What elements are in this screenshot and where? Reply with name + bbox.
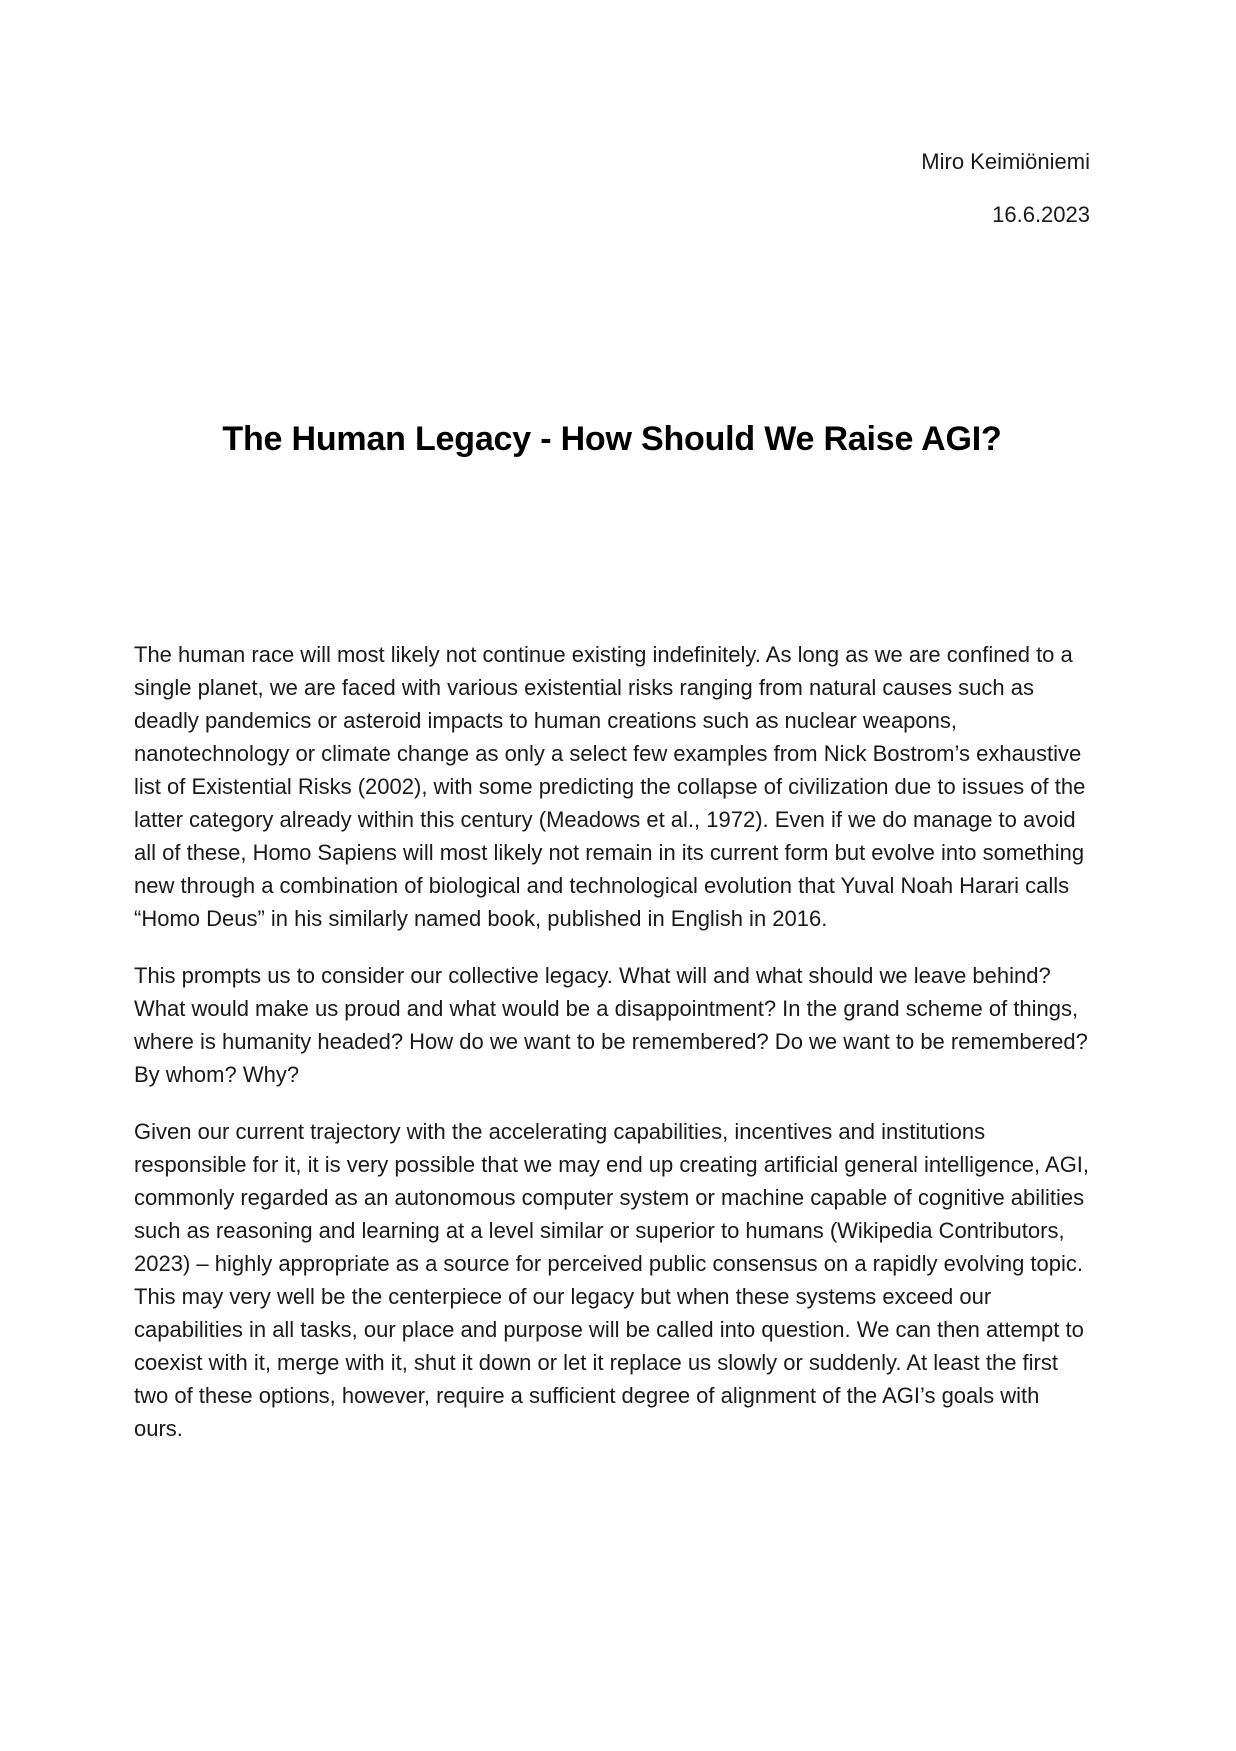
paragraph-agi-trajectory: Given our current trajectory with the accelerating capabilities, incentives and institutions responsible for it, it is very possible that we may end up creating artificial general intelligence, AGI, commonly regarded as an autonomous computer system or machine capable of cognitive abilities such as reasoning and learning at a level similar or superior to humans (Wikipedia Contributors, 2023) – highly appropriate as a source for perceived public consensus on a rapidly evolving topic. This may very well be the centerpiece of our legacy but when these systems exceed our capabilities in all tasks, our place and purpose will be called into question. We can then attempt to coexist with it, merge with it, shut it down or let it replace us slowly or suddenly. At least the first two of these options, however, require a sufficient degree of alignment of the AGI’s goals with ours.: [134, 1119, 1090, 1441]
author-name: Miro Keimiöniemi: [921, 149, 1090, 174]
document-date: 16.6.2023: [992, 202, 1090, 227]
document-header: [134, 145, 1090, 231]
paragraph-collective-legacy: This prompts us to consider our collective legacy. What will and what should we leave behind? What would make us proud and what would be a disappointment? In the grand scheme of things, where is humanity headed? How do we want to be remembered? Do we want to be remembered? By whom? Why?: [134, 963, 1088, 1087]
document-title: The Human Legacy - How Should We Raise AGI?: [222, 420, 1002, 458]
document-body: [134, 638, 1090, 1445]
paragraph-existential-risks: The human race will most likely not continue existing indefinitely. As long as we are confined to a single planet, we are faced with various existential risks ranging from natural causes such as deadly pandemics or asteroid impacts to human creations such as nuclear weapons, nanotechnology or climate change as only a select few examples from Nick Bostrom’s exhaustive list of Existential Risks (2002), with some predicting the collapse of civilization due to issues of the latter category already within this century (Meadows et al., 1972). Even if we do manage to avoid all of these, Homo Sapiens will most likely not remain in its current form but evolve into something new through a combination of biological and technological evolution that Yuval Noah Harari calls “Homo Deus” in his similarly named book, published in English in 2016.: [134, 642, 1086, 931]
